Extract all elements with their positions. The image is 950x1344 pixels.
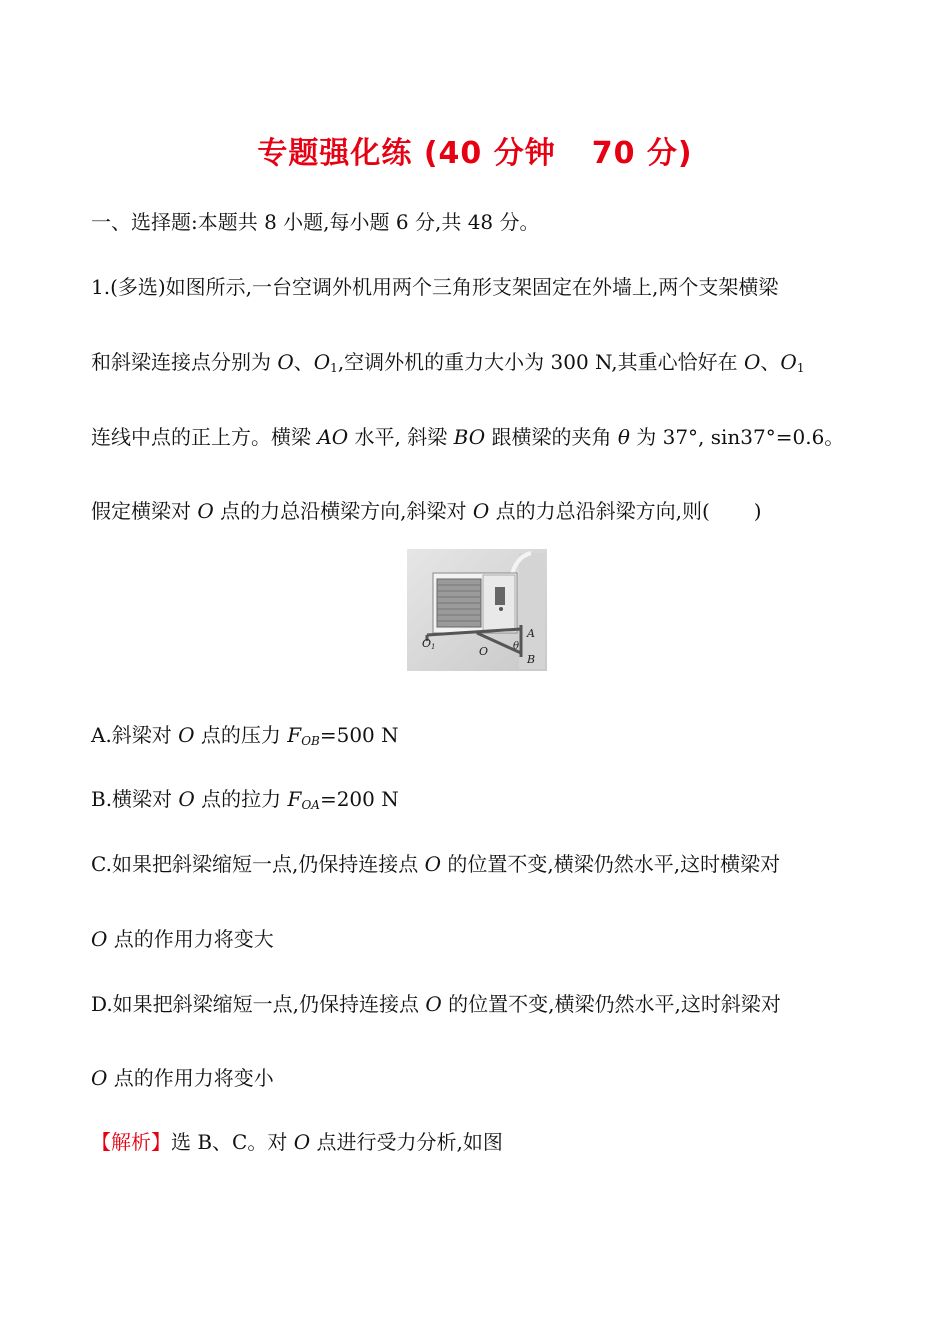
question-1-line-2: 和斜梁连接点分别为 O、$O_1$,空调外机的重力大小为 300 N,其重心恰好在 O、$O_1$ (91, 350, 805, 375)
option-a: A.斜梁对 O 点的压力 $F_{OB}=500$ N (91, 723, 399, 748)
analysis-label: 【解析】 (91, 1130, 171, 1154)
question-1-line-4: 假定横梁对 O 点的力总沿横梁方向,斜梁对 O 点的力总沿斜梁方向,则( ) (91, 499, 762, 523)
page-title: 专题强化练 (40 分钟 70 分) (257, 136, 693, 171)
option-b: B.横梁对 O 点的拉力 $F_{OA}=200$ N (91, 787, 399, 812)
option-c-line-2: O 点的作用力将变大 (91, 927, 274, 951)
question-1-line-1: 1.(多选)如图所示,一台空调外机用两个三角形支架固定在外墙上,两个支架横梁 (91, 275, 779, 299)
option-d-line-1: D.如果把斜梁缩短一点,仍保持连接点 O 的位置不变,横梁仍然水平,这时斜梁对 (91, 992, 781, 1016)
section-heading: 一、选择题:本题共 8 小题,每小题 6 分,共 48 分。 (91, 210, 540, 234)
option-c-line-1: C.如果把斜梁缩短一点,仍保持连接点 O 的位置不变,横梁仍然水平,这时横梁对 (91, 852, 781, 876)
air-conditioner-bracket-figure (407, 549, 547, 671)
svg-text:θ: θ (513, 641, 520, 652)
svg-text:O: O (479, 645, 489, 658)
option-d-line-2: O 点的作用力将变小 (91, 1066, 274, 1090)
svg-text:A: A (527, 627, 535, 640)
svg-text:B: B (527, 653, 536, 666)
analysis-line: 【解析】选 B、C。对 O 点进行受力分析,如图 (91, 1130, 503, 1154)
wall (519, 553, 545, 669)
svg-text:O1: O1 (422, 637, 436, 651)
question-1-line-3: 连线中点的正上方。横梁 AO 水平, 斜梁 BO 跟横梁的夹角 θ 为 37°, sin37°=0.6。 (91, 425, 845, 449)
